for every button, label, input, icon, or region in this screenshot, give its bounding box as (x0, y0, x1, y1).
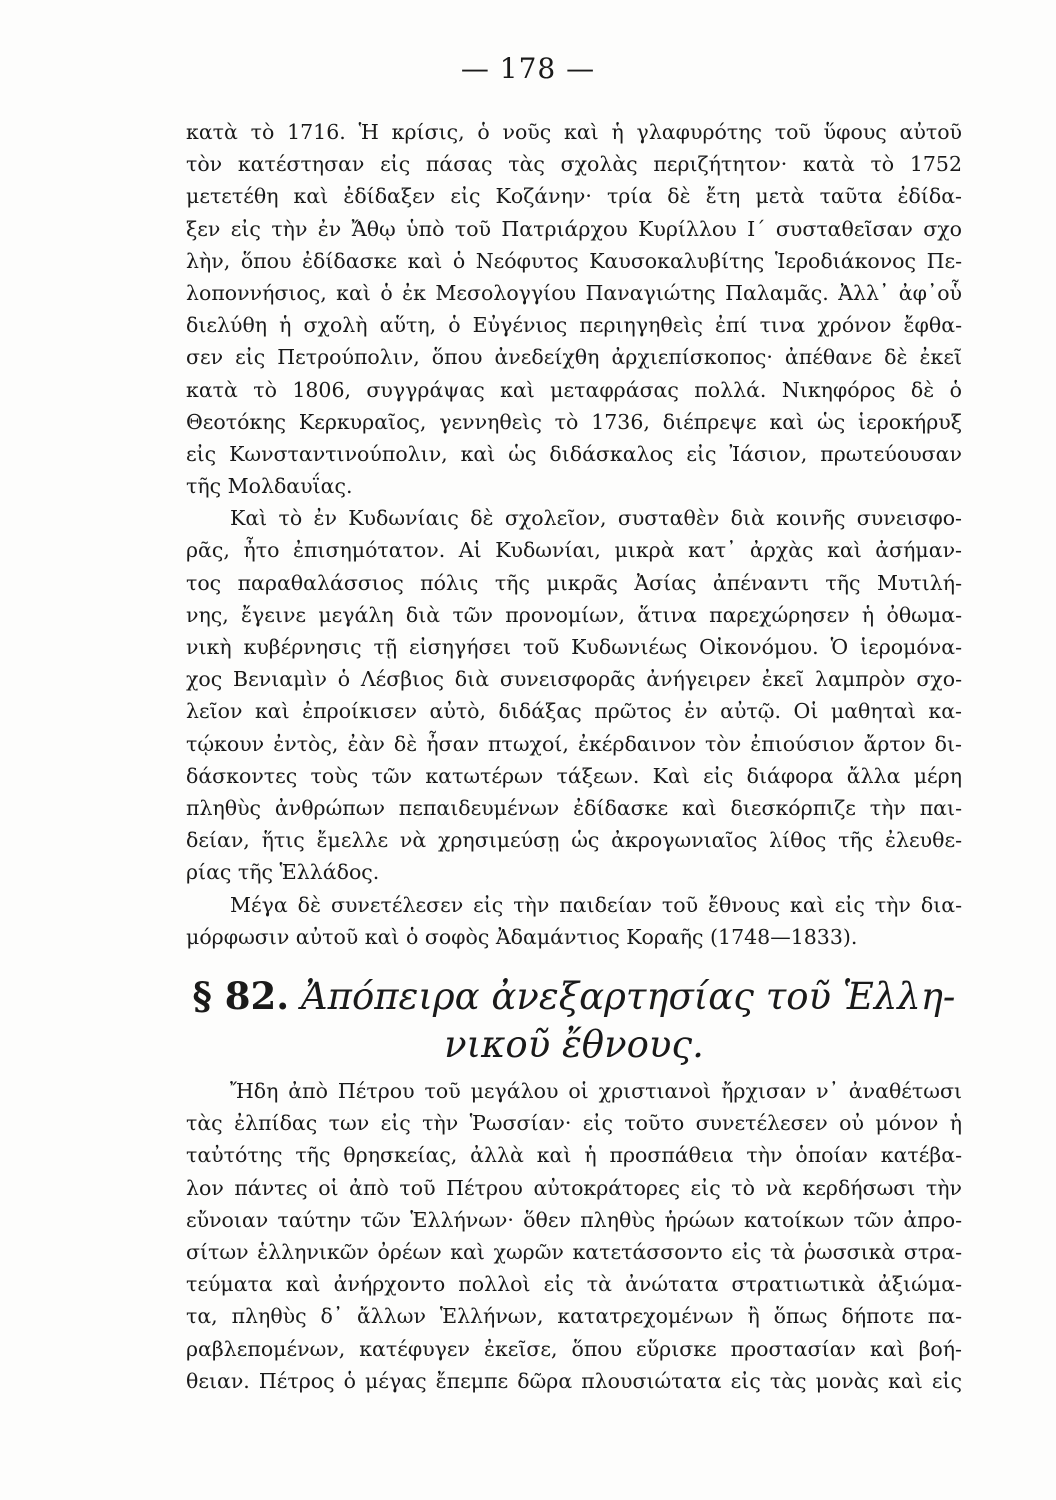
text-line: σίτων ἑλληνικῶν ὀρέων καὶ χωρῶν κατετάσσοντο εἰς τὰ ῥωσσικὰ στρα- (186, 1239, 962, 1264)
text-line: τῆς Μολδαυΐας. (186, 474, 353, 499)
page-number: — 178 — (460, 52, 596, 85)
text-line: μόρφωσιν αὐτοῦ καὶ ὁ σοφὸς Ἀδαμάντιος Κοραῆς (1748—1833). (186, 924, 858, 949)
text-line: εἰς Κωνσταντινούπολιν, καὶ ὡς διδάσκαλος εἰς Ἰάσιον, πρωτεύουσαν (186, 441, 962, 466)
text-line: ταὐτότης τῆς θρησκείας, ἀλλὰ καὶ ἡ προσπάθεια τὴν ὁποίαν κατέβα- (186, 1143, 962, 1168)
text-line: λον πάντες οἱ ἀπὸ τοῦ Πέτρου αὐτοκράτορες εἰς τὸ νὰ κερδήσωσι τὴν (186, 1175, 962, 1200)
text-line: τὸν κατέστησαν εἰς πάσας τὰς σχολὰς περιζήτητον· κατὰ τὸ 1752 (186, 152, 962, 177)
text-line: τος παραθαλάσσιος πόλις τῆς μικρᾶς Ἀσίας ἀπέναντι τῆς Μυτιλή- (186, 570, 962, 595)
text-line: δείαν, ἥτις ἔμελλε νὰ χρησιμεύσῃ ὡς ἀκρογωνιαῖος λίθος τῆς ἐλευθε- (186, 828, 962, 853)
text-line: σεν εἰς Πετρούπολιν, ὅπου ἀνεδείχθη ἀρχιεπίσκοπος· ἀπέθανε δὲ ἐκεῖ (186, 345, 962, 370)
text-line: θειαν. Πέτρος ὁ μέγας ἔπεμπε δῶρα πλουσιώτατα εἰς τὰς μονὰς καὶ εἰς (186, 1368, 962, 1393)
text-line: τεύματα καὶ ἀνήρχοντο πολλοὶ εἰς τὰ ἀνώτατα στρατιωτικὰ ἀξιώμα- (186, 1272, 962, 1297)
text-line: λοποννήσιος, καὶ ὁ ἐκ Μεσολογγίου Παναγιώτης Παλαμᾶς. Ἀλλ᾽ ἀφ᾽οὗ (186, 280, 962, 305)
section-heading (186, 972, 962, 1069)
body-text-bottom (186, 1075, 962, 1397)
section-number: § 82. (192, 974, 290, 1018)
text-line: ρᾶς, ἦτο ἐπισημότατον. Αἱ Κυδωνίαι, μικρὰ κατ᾽ ἀρχὰς καὶ ἀσήμαν- (186, 538, 962, 563)
text-line: ραβλεπομένων, κατέφυγεν ἐκεῖσε, ὅπου εὕρισκε προστασίαν καὶ βοή- (186, 1336, 962, 1361)
text-line: δάσκοντες τοὺς τῶν κατωτέρων τάξεων. Καὶ εἰς διάφορα ἄλλα μέρη (186, 763, 962, 788)
text-line: τα, πληθὺς δ᾽ ἄλλων Ἑλλήνων, κατατρεχομένων ἢ ὅπως δήποτε πα- (186, 1304, 962, 1329)
text-line: Ἤδη ἀπὸ Πέτρου τοῦ μεγάλου οἱ χριστιανοὶ ἤρχισαν ν᾽ ἀναθέτωσι (230, 1079, 962, 1103)
text-line: διελύθη ἡ σχολὴ αὕτη, ὁ Εὐγένιος περιηγηθεὶς ἐπί τινα χρόνον ἔφθα- (186, 313, 962, 338)
text-line: πληθὺς ἀνθρώπων πεπαιδευμένων ἐδίδασκε καὶ διεσκόρπιζε τὴν παι- (186, 795, 962, 820)
text-line: Μέγα δὲ συνετέλεσεν εἰς τὴν παιδείαν τοῦ ἔθνους καὶ εἰς τὴν δια- (230, 892, 962, 917)
text-line: Θεοτόκης Κερκυραῖος, γεννηθεὶς τὸ 1736, διέπρεψε καὶ ὡς ἱεροκήρυξ (186, 409, 962, 434)
text-line: κατὰ τὸ 1716. Ἡ κρίσις, ὁ νοῦς καὶ ἡ γλαφυρότης τοῦ ὕφους αὐτοῦ (186, 120, 962, 144)
text-line: λεῖον καὶ ἐπροίκισεν αὐτὸ, διδάξας πρῶτος ἐν αὐτῷ. Οἱ μαθηταὶ κα- (186, 699, 962, 724)
text-line: τὰς ἐλπίδας των εἰς τὴν Ῥωσσίαν· εἰς τοῦτο συνετέλεσεν οὐ μόνον ἡ (186, 1111, 962, 1136)
section-heading-line-1 (186, 972, 962, 1021)
section-title-part-1: Ἀπόπειρα ἀνεξαρτησίας τοῦ Ἑλλη- (300, 975, 956, 1018)
text-line: μετετέθη καὶ ἐδίδαξεν εἰς Κοζάνην· τρία δὲ ἔτη μετὰ ταῦτα ἐδίδα- (186, 184, 962, 209)
text-line: νης, ἔγεινε μεγάλη διὰ τῶν προνομίων, ἅτινα παρεχώρησεν ἡ ὀθωμα- (186, 602, 962, 627)
text-line: εὔνοιαν ταύτην τῶν Ἑλλήνων· ὅθεν πληθὺς ἡρώων κατοίκων τῶν ἀπρο- (186, 1207, 962, 1232)
body-text-top (186, 116, 962, 953)
text-line: κατὰ τὸ 1806, συγγράψας καὶ μεταφράσας πολλά. Νικηφόρος δὲ ὁ (186, 377, 962, 402)
text-line: νικὴ κυβέρνησις τῇ εἰσηγήσει τοῦ Κυδωνιέως Οἰκονόμου. Ὁ ἱερομόνα- (186, 635, 962, 659)
text-line: ξεν εἰς τὴν ἐν Ἄθῳ ὑπὸ τοῦ Πατριάρχου Κυρίλλου Ι΄ συσταθεῖσαν σχο (186, 216, 962, 241)
text-line: Καὶ τὸ ἐν Κυδωνίαις δὲ σχολεῖον, συσταθὲν διὰ κοινῆς συνεισφο- (230, 506, 962, 531)
section-title-part-2: νικοῦ ἔθνους. (444, 1023, 704, 1066)
text-line: χος Βενιαμὶν ὁ Λέσβιος διὰ συνεισφορᾶς ἀνήγειρεν ἐκεῖ λαμπρὸν σχο- (186, 667, 962, 692)
text-line: λὴν, ὅπου ἐδίδασκε καὶ ὁ Νεόφυτος Καυσοκαλυβίτης Ἱεροδιάκονος Πε- (186, 248, 962, 273)
text-line: ρίας τῆς Ἑλλάδος. (186, 860, 380, 885)
text-line: τῴκουν ἐντὸς, ἐὰν δὲ ἦσαν πτωχοί, ἐκέρδαινον τὸν ἐπιούσιον ἄρτον δι- (186, 731, 962, 756)
